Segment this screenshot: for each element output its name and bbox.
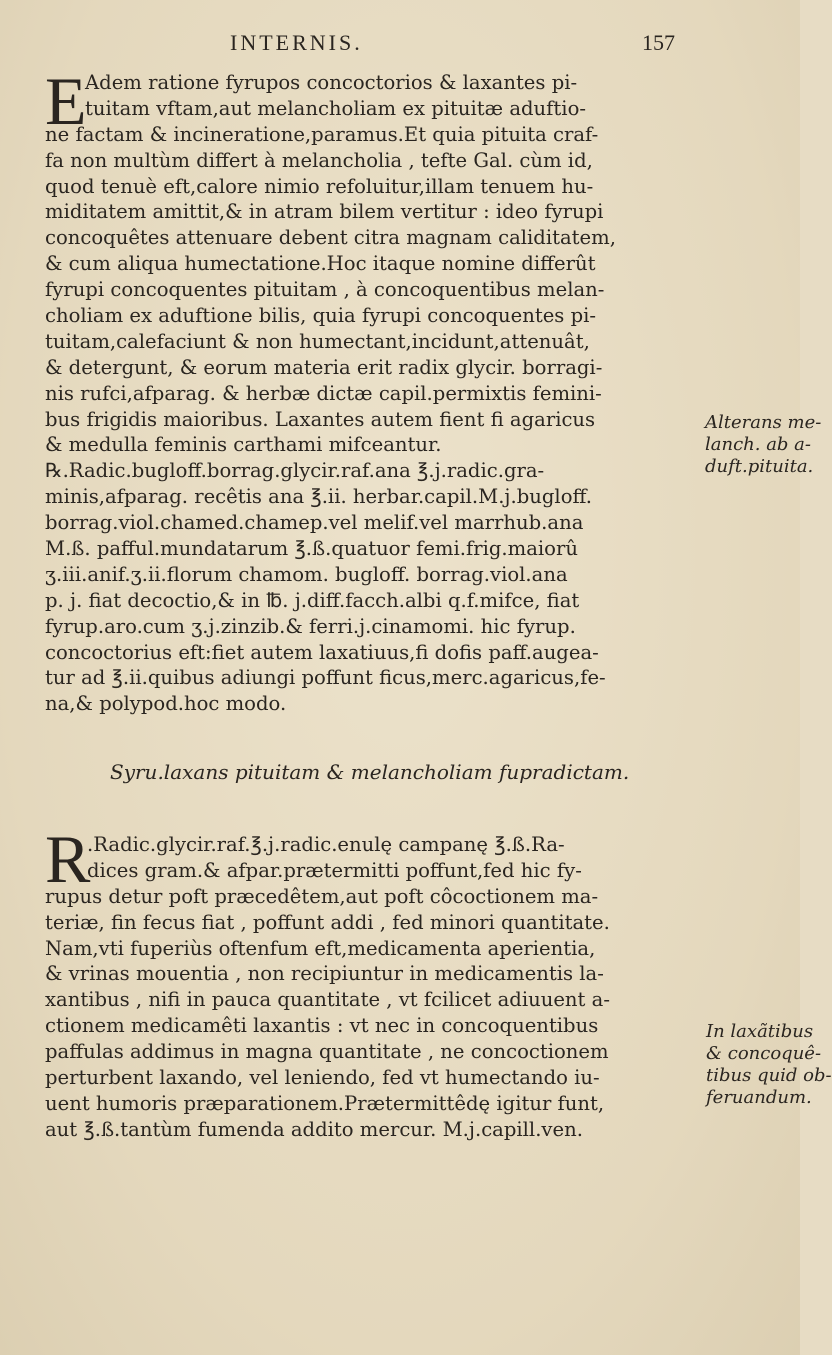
text-line: ℞.Radic.bugloff.borrag.glycir.raf.ana ℥.j.radic.gra- <box>45 459 545 483</box>
paragraph-1 <box>45 63 680 717</box>
text-line: & detergunt, & eorum materia erit radix glycir. borragi- <box>45 355 603 379</box>
margin-note-line: In laxãtibus <box>706 1021 814 1042</box>
text-line: choliam ex aduftione bilis, quia fyrupi concoquentes pi- <box>45 304 597 328</box>
text-line: nis rufci,afparag. & herbæ dictæ capil.permixtis femini- <box>45 381 602 405</box>
text-line: ctionem medicamêti laxantis : vt nec in concoquentibus <box>45 1014 599 1038</box>
text-line: concoquêtes attenuare debent citra magnam caliditatem, <box>45 226 616 250</box>
text-line: Nam,vti fuperiùs oftenfum eft,medicamenta aperientia, <box>45 936 596 960</box>
text-line: dices gram.& afpar.prætermitti poffunt,fed hic fy- <box>87 858 582 882</box>
paragraph-2 <box>45 821 680 1143</box>
text-line: concoctorius eft:fiet autem laxatiuus,fi dofis paff.augea- <box>45 640 599 664</box>
margin-note-line: lanch. ab a- <box>705 434 811 455</box>
text-line: ne factam & incineratione,paramus.Et quia pituita craf- <box>45 122 599 146</box>
running-head: INTERNIS. <box>230 30 363 55</box>
margin-note-line: feruandum. <box>706 1087 812 1108</box>
text-line: M.ß. pafful.mundatarum ℥.ß.quatuor femi.frig.maiorû <box>45 537 578 561</box>
text-line: aut ℥.ß.tantùm fumenda addito mercur. M.j.capill.ven. <box>45 1117 583 1141</box>
text-line: xantibus , nifi in pauca quantitate , vt fcilicet adiuuent a- <box>45 988 610 1012</box>
margin-note-line: duft.pituita. <box>705 456 814 477</box>
page-number: 157 <box>642 30 675 55</box>
margin-note-line: Alterans me- <box>705 412 822 433</box>
text-line: quod tenuè eft,calore nimio refoluitur,illam tenuem hu- <box>45 174 594 198</box>
text-line: fyrup.aro.cum ʒ.j.zinzib.& ferri.j.cinamomi. hic fyrup. <box>45 614 576 638</box>
text-line: & cum aliqua humectatione.Hoc itaque nomine differût <box>45 252 596 276</box>
text-line: & medulla feminis carthami mifceantur. <box>45 433 442 457</box>
margin-note-alterans <box>705 412 821 478</box>
text-line: rupus detur poft præcedêtem,aut poft côcoctionem ma- <box>45 884 599 908</box>
text-line: .Radic.glycir.raf.℥.j.radic.enulę campanę ℥.ß.Ra- <box>87 833 565 856</box>
text-line: & vrinas mouentia , non recipiuntur in medicamentis la- <box>45 962 604 986</box>
text-line: paffulas addimus in magna quantitate , ne concoctionem <box>45 1040 609 1064</box>
text-line: tuitam,calefaciunt & non humectant,incidunt,attenuât, <box>45 329 590 353</box>
margin-note-line: & concoquê- <box>706 1043 822 1064</box>
text-line: miditatem amittit,& in atram bilem vertitur : ideo fyrupi <box>45 200 604 224</box>
text-line: fa non multùm differt à melancholia , tefte Gal. cùm id, <box>45 148 593 172</box>
text-line: bus frigidis maioribus. Laxantes autem fient fi agaricus <box>45 407 596 431</box>
text-line: p. j. fiat decoctio,& in ℔. j.diff.facch.albi q.f.mifce, fiat <box>45 588 580 612</box>
text-line: tuitam vftam,aut melancholiam ex pituitæ aduftio- <box>85 96 586 120</box>
text-line: tur ad ℥.ii.quibus adiungi poffunt ficus,merc.agaricus,fe- <box>45 666 606 690</box>
drop-cap-e: E <box>45 63 87 139</box>
text-line: teriæ, fin fecus fiat , poffunt addi , fed minori quantitate. <box>45 910 610 934</box>
text-line: minis,afparag. recêtis ana ℥.ii. herbar.capil.M.j.bugloff. <box>45 485 592 509</box>
page-header <box>0 30 800 60</box>
recipe-heading: Syru.laxans pituitam & melancholiam fupradictam. <box>110 760 630 784</box>
text-line: na,& polypod.hoc modo. <box>45 692 287 716</box>
margin-note-line: tibus quid ob- <box>706 1065 832 1086</box>
text-line: uent humoris præparationem.Prætermittêdę igitur funt, <box>45 1091 605 1115</box>
text-line: fyrupi concoquentes pituitam , à concoquentibus melan- <box>45 278 605 302</box>
drop-cap-r: R <box>45 821 91 897</box>
text-line: borrag.viol.chamed.chamep.vel melif.vel marrhub.ana <box>45 511 584 535</box>
margin-note-laxantibus <box>706 1021 832 1109</box>
text-line: Adem ratione fyrupos concoctorios & laxantes pi- <box>85 71 578 94</box>
text-line: ʒ.iii.anif.ʒ.ii.florum chamom. bugloff. borrag.viol.ana <box>45 562 568 586</box>
text-line: perturbent laxando, vel leniendo, fed vt humectando iu- <box>45 1066 600 1090</box>
